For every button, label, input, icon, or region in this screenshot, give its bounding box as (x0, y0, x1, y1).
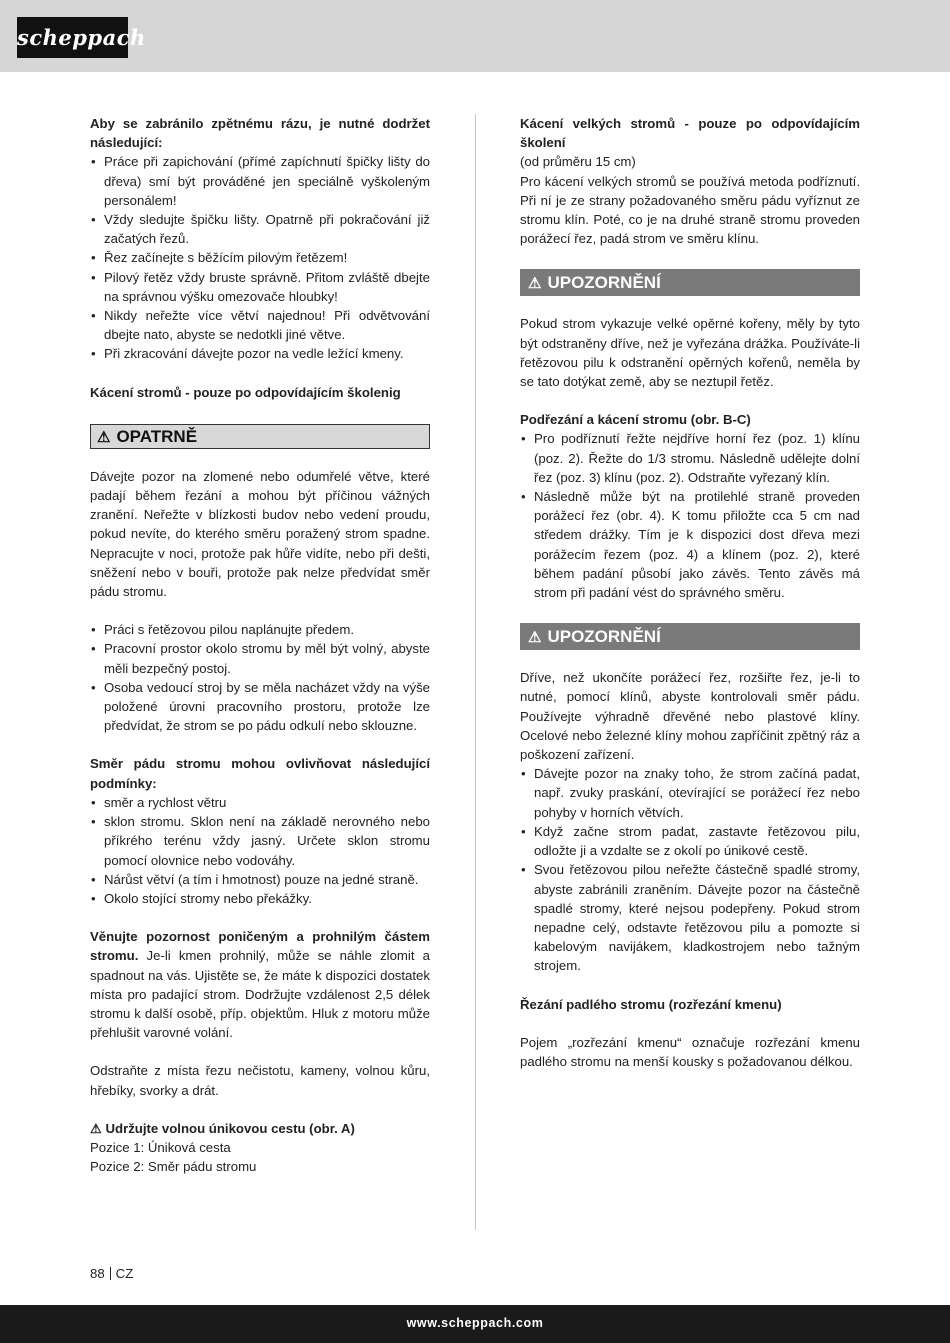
list-item: • Když začne strom padat, zastavte řetězovou pilu, odložte ji a vzdalte se z okolí po únikové cestě. (520, 822, 860, 860)
list-item: • směr a rychlost větru (90, 793, 430, 812)
caution-label: OPATRNĚ (116, 426, 198, 446)
warning-1-text: Pokud strom vykazuje velké opěrné kořeny, měly by tyto být odstraněny dříve, než je vyřezána drážka. Používáte-li řetězovou pilu k odstranění opěrných kořenů, neměla by se tato dotýkat země, aby se neztupil řetěz. (520, 316, 860, 390)
big-trees-sub: (od průměru 15 cm) (520, 154, 636, 170)
list-item: • Nárůst větví (a tím i hmotnost) pouze na jedné straně. (90, 870, 430, 889)
list-item: • Práci s řetězovou pilou naplánujte předem. (90, 620, 430, 639)
list-item: • Vždy sledujte špičku lišty. Opatrně při pokračování již začatých řezů. (90, 210, 430, 248)
list-item: • Nikdy neřežte více větví najednou! Při odvětvování dbejte nato, abyste se nedotkli jiné větve. (90, 306, 430, 344)
list-item: • Osoba vedoucí stroj by se měla nacházet vždy na výše položené úrovni pracovního prostoru, protože lze předvídat, že strom se po pádu odkulí nebo sklouzne. (90, 678, 430, 736)
cut-list (520, 429, 860, 602)
warning-label: UPOZORNĚNÍ (547, 627, 661, 647)
rotten-paragraph (90, 927, 430, 1042)
rotten-text: Je-li kmen prohnilý, může se náhle zlomit a spadnout na vás. Ujistěte se, že máte k dispozici dostatek místa pro padající strom. Dodržujte vzdálenost 2,5 délek stromu k další osobě, příp. objektům. Hluk z motoru může přehlušit varovné volání. (90, 948, 430, 1041)
bucking-heading: Řezání padlého stromu (rozřezání kmenu) (520, 996, 782, 1012)
warning-2-list (520, 764, 860, 975)
kickback-list (90, 152, 430, 363)
list-item: • Následně může být na protilehlé straně proveden porážecí řez (obr. 4). K tomu přiložte cca 5 cm nad středem drážky. Tím je k dispozici dost dřeva mezi porážecím řezem (poz. 4) a klínem (poz. 2), které během padání působí jako závěs. Tento závěs má strom při padání vést do správného směru. (520, 487, 860, 602)
page-header (0, 0, 950, 72)
escape-heading (90, 1119, 430, 1138)
page-number-separator (110, 1267, 111, 1280)
language-code: CZ (115, 1266, 134, 1281)
warning-triangle-icon: ⚠ (90, 1120, 106, 1136)
website-link[interactable]: www.scheppach.com (406, 1316, 544, 1330)
left-column (90, 114, 430, 1176)
warning-box-2 (520, 623, 860, 650)
warning-triangle-icon: ⚠ (528, 629, 542, 647)
list-item: • Dávejte pozor na znaky toho, že strom začíná padat, např. zvuky praskání, otevírající se porážecí řez nebo pohyby v horních větvích. (520, 764, 860, 822)
page-number (90, 1266, 133, 1282)
escape-position-2: Pozice 2: Směr pádu stromu (90, 1159, 257, 1175)
direction-list (90, 793, 430, 908)
direction-heading: Směr pádu stromu mohou ovlivňovat následující podmínky: (90, 756, 430, 791)
column-divider (475, 114, 476, 1230)
clean-text: Odstraňte z místa řezu nečistotu, kameny, volnou kůru, hřebíky, svorky a drát. (90, 1063, 430, 1098)
rotten-bold: Věnujte pozornost poničeným a prohnilým částem stromu. (90, 929, 430, 964)
felling-heading: Kácení stromů - pouze po odpovídajícím školenig (90, 384, 401, 400)
list-item: • Pracovní prostor okolo stromu by měl být volný, abyste měli bezpečný postoj. (90, 639, 430, 677)
footer-bar (0, 1305, 950, 1343)
list-item: • Při zkracování dávejte pozor na vedle ležící kmeny. (90, 344, 430, 363)
list-item: • Pro podříznutí řežte nejdříve horní řez (poz. 1) klínu (poz. 2). Řežte do 1/3 stromu. Následně udělejte dolní řez (poz. 3) klínu (poz. 2). Odstraňte vyřezaný klín. (520, 429, 860, 487)
list-item: • Práce při zapichování (přímé zapíchnutí špičky lišty do dřeva) smí být prováděné jen speciálně vyškoleným personálem! (90, 152, 430, 210)
big-trees-text: Pro kácení velkých stromů se používá metoda podříznutí. Při ní je ze strany požadovaného směru pádu vyříznut ze stromu klín. Poté, co je na druhé straně stromu proveden porážecí řez, padá strom ve směru klínu. (520, 173, 860, 247)
page-number-value: 88 (90, 1266, 105, 1281)
bucking-text: Pojem „rozřezání kmenu“ označuje rozřezání kmenu padlého stromu na menší kousky s požadovanou délkou. (520, 1034, 860, 1069)
list-item: • Řez začínejte s běžícím pilovým řetězem! (90, 248, 430, 267)
list-item: • sklon stromu. Sklon není na základě nerovného nebo příkrého terénu vždy jasný. Určete sklon stromu pomocí olovnice nebo vodováhy. (90, 812, 430, 870)
big-trees-heading: Kácení velkých stromů - pouze po odpovídajícím školení (520, 116, 860, 151)
caution-text: Dávejte pozor na zlomené nebo odumřelé větve, které padají během řezání a mohou být příčinou vážných zranění. Neřežte v blízkosti budov nebo vedení proudu, pokud nevíte, do kterého směru poražený strom spadne. Nepracujte v noci, protože pak hůře vidíte, nebo při dešti, sněžení nebo v bouři, protože pak nelze předvídat směr pádu stromu. (90, 468, 430, 600)
warning-label: UPOZORNĚNÍ (547, 273, 661, 293)
warning-2-text: Dříve, než ukončíte porážecí řez, rozšiřte řez, je-li to nutné, pomocí klínů, abyste kontrolovali směr pádu. Používejte výhradně dřevěné nebo plastové klíny. Ocelové nebo železné klíny mohou zapříčinit zpětný ráz a poškození zařízení. (520, 670, 860, 763)
plan-list (90, 620, 430, 735)
kickback-heading: Aby se zabránilo zpětnému rázu, je nutné dodržet následující: (90, 116, 430, 151)
brand-logo: scheppach (17, 17, 128, 58)
caution-box (90, 424, 430, 449)
warning-box-1 (520, 269, 860, 296)
warning-triangle-icon: ⚠ (97, 428, 111, 446)
list-item: • Svou řetězovou pilou neřežte částečně spadlé stromy, abyste zabránili zraněním. Dávejte pozor na částečně spadlé stromy, které nejsou podepřeny. Pokud strom nepadne celý, odstavte řetězovou pilu a pomozte si kabelovým navijákem, kladkostrojem nebo tažným strojem. (520, 860, 860, 975)
warning-triangle-icon: ⚠ (528, 275, 542, 293)
escape-position-1: Pozice 1: Úniková cesta (90, 1139, 231, 1155)
list-item: • Pilový řetěz vždy bruste správně. Přitom zvláště dbejte na správnou výšku omezovače hloubky! (90, 268, 430, 306)
list-item: • Okolo stojící stromy nebo překážky. (90, 889, 430, 908)
right-column (520, 114, 860, 1071)
cut-heading: Podřezání a kácení stromu (obr. B-C) (520, 412, 751, 428)
escape-heading-text: Udržujte volnou únikovou cestu (obr. A) (105, 1120, 355, 1136)
